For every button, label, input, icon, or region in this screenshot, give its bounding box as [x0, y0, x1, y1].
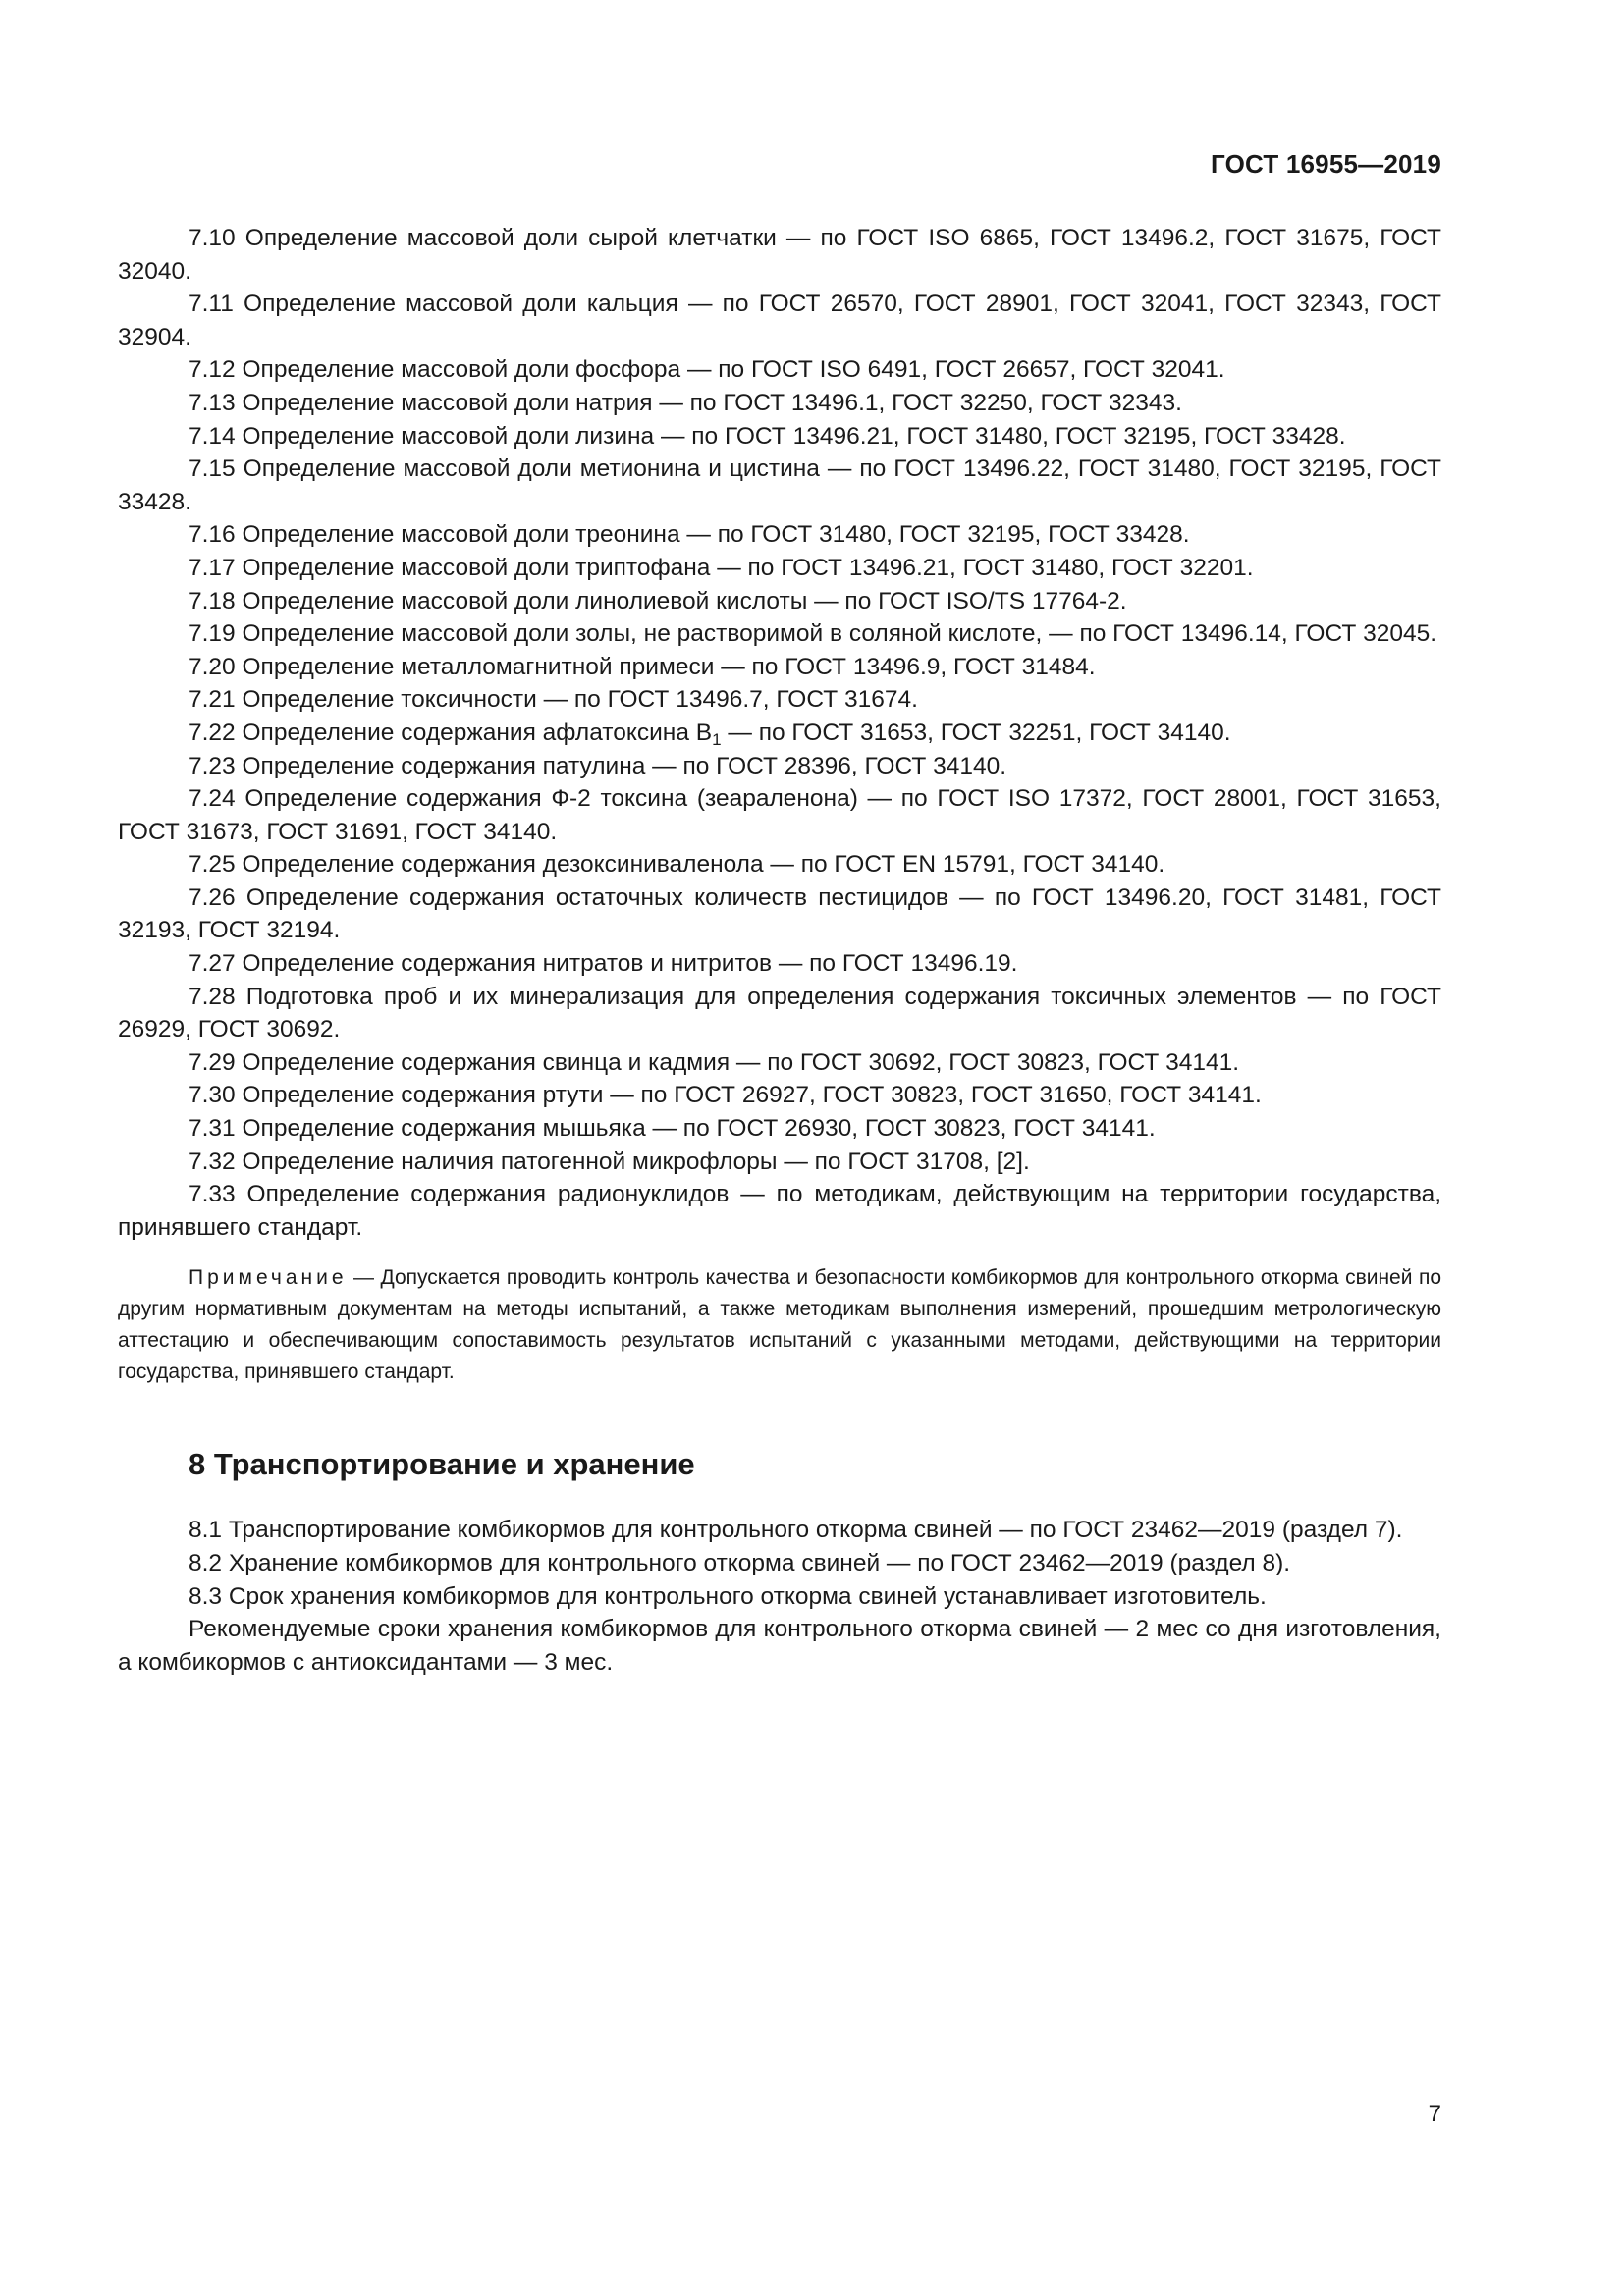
clause-7-23: 7.23 Определение содержания патулина — по ГОСТ 28396, ГОСТ 34140.	[189, 752, 1007, 779]
clause-7-14: 7.14 Определение массовой доли лизина — по ГОСТ 13496.21, ГОСТ 31480, ГОСТ 32195, ГОСТ 33428.	[189, 422, 1346, 450]
clause-7-20: 7.20 Определение металломагнитной примеси — по ГОСТ 13496.9, ГОСТ 31484.	[189, 653, 1096, 680]
clause-7-28: 7.28 Подготовка проб и их минерализация для определения содержания токсичных элементов — по ГОСТ 26929, ГОСТ 30692.	[118, 983, 1441, 1043]
clause-7-22	[118, 717, 1441, 750]
note-label: Примечание	[189, 1266, 348, 1290]
clause-7-33: 7.33 Определение содержания радионуклидов — по методикам, действующим на территории государства, принявшего стандарт.	[118, 1181, 1441, 1241]
clause-7-31: 7.31 Определение содержания мышьяка — по ГОСТ 26930, ГОСТ 30823, ГОСТ 34141.	[189, 1115, 1156, 1143]
clause-7-22-end: — по ГОСТ 31653, ГОСТ 32251, ГОСТ 34140.	[721, 719, 1231, 746]
clause-8-2: 8.2 Хранение комбикормов для контрольного откорма свиней — по ГОСТ 23462—2019 (раздел 8).	[189, 1550, 1291, 1576]
clause-8-1: 8.1 Транспортирование комбикормов для контрольного откорма свиней — по ГОСТ 23462—2019 (раздел 7).	[189, 1517, 1403, 1544]
clause-7-16: 7.16 Определение массовой доли треонина — по ГОСТ 31480, ГОСТ 32195, ГОСТ 33428.	[189, 521, 1190, 549]
clause-7-10: 7.10 Определение массовой доли сырой клетчатки — по ГОСТ ISO 6865, ГОСТ 13496.2, ГОСТ 31675, ГОСТ 32040.	[118, 225, 1441, 285]
clause-7-29: 7.29 Определение содержания свинца и кадмия — по ГОСТ 30692, ГОСТ 30823, ГОСТ 34141.	[189, 1048, 1240, 1076]
storage-recommendation: Рекомендуемые сроки хранения комбикормов для контрольного откорма свиней — 2 мес со дня изготовления, а комбикормов с антиоксидантами — 3 мес.	[118, 1616, 1441, 1676]
page-number: 7	[1428, 2101, 1441, 2127]
clause-7-12: 7.12 Определение массовой доли фосфора — по ГОСТ ISO 6491, ГОСТ 26657, ГОСТ 32041.	[189, 356, 1225, 384]
clause-7-24: 7.24 Определение содержания Ф-2 токсина (зеараленона) — по ГОСТ ISO 17372, ГОСТ 28001, ГОСТ 31653, ГОСТ 31673, ГОСТ 31691, ГОСТ 34140.	[118, 785, 1441, 845]
clause-7-19: 7.19 Определение массовой доли золы, не растворимой в соляной кислоте, — по ГОСТ 13496.14, ГОСТ 32045.	[189, 620, 1437, 648]
clause-7-22-start: 7.22 Определение содержания афлатоксина B	[189, 719, 713, 746]
note	[118, 1262, 1441, 1388]
clause-7-27: 7.27 Определение содержания нитратов и нитритов — по ГОСТ 13496.19.	[189, 950, 1018, 978]
clause-7-17: 7.17 Определение массовой доли триптофана — по ГОСТ 13496.21, ГОСТ 31480, ГОСТ 32201.	[189, 554, 1254, 581]
clause-7-18: 7.18 Определение массовой доли линолиевой кислоты — по ГОСТ ISO/TS 17764-2.	[189, 587, 1127, 614]
subscript-1: 1	[712, 729, 722, 749]
clause-7-30: 7.30 Определение содержания ртути — по ГОСТ 26927, ГОСТ 30823, ГОСТ 31650, ГОСТ 34141.	[189, 1082, 1262, 1109]
clause-7-15: 7.15 Определение массовой доли метионина и цистина — по ГОСТ 13496.22, ГОСТ 31480, ГОСТ 32195, ГОСТ 33428.	[118, 455, 1441, 515]
clause-7-11: 7.11 Определение массовой доли кальция — по ГОСТ 26570, ГОСТ 28901, ГОСТ 32041, ГОСТ 32343, ГОСТ 32904.	[118, 291, 1441, 350]
clause-7-21: 7.21 Определение токсичности — по ГОСТ 13496.7, ГОСТ 31674.	[189, 686, 918, 714]
page-content	[118, 222, 1441, 1679]
clause-7-32: 7.32 Определение наличия патогенной микрофлоры — по ГОСТ 31708, [2].	[189, 1148, 1030, 1175]
section-8-heading: 8 Транспортирование и хранение	[189, 1447, 695, 1482]
note-text: — Допускается проводить контроль качества и безопасности комбикормов для контрольного откорма свиней по другим нормативным документам на методы испытаний, а также методикам выполнения измерений, прошедшим метрологическую аттестацию и обеспечивающим сопоставимость результатов испытаний с указанными методами, действующими на территории государства, принявшего стандарт.	[118, 1266, 1441, 1384]
clause-8-3: 8.3 Срок хранения комбикормов для контрольного откорма свиней устанавливает изготовитель.	[189, 1582, 1267, 1610]
clause-7-25: 7.25 Определение содержания дезоксиниваленола — по ГОСТ EN 15791, ГОСТ 34140.	[189, 851, 1165, 879]
clause-7-26: 7.26 Определение содержания остаточных количеств пестицидов — по ГОСТ 13496.20, ГОСТ 31481, ГОСТ 32193, ГОСТ 32194.	[118, 883, 1441, 944]
clause-7-13: 7.13 Определение массовой доли натрия — по ГОСТ 13496.1, ГОСТ 32250, ГОСТ 32343.	[189, 389, 1182, 416]
document-code: ГОСТ 16955—2019	[1211, 149, 1441, 179]
